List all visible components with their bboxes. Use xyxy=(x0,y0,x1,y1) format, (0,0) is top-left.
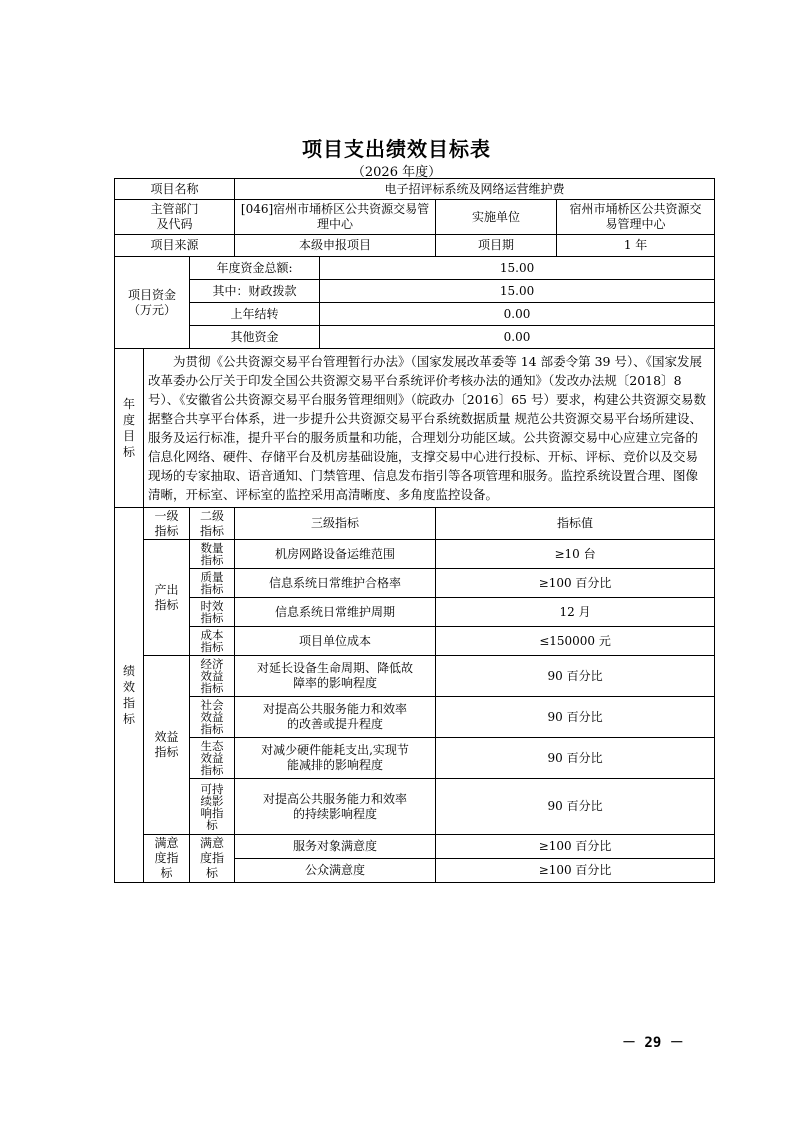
year-label: （2026 年度） xyxy=(351,165,442,180)
goal-label-char: 年 xyxy=(122,397,135,411)
level2-cell xyxy=(190,779,235,835)
level2-line: 效益 xyxy=(200,751,224,765)
source-label: 项目来源 xyxy=(115,235,235,257)
impl-value-line: 宿州市埇桥区公共资源交 xyxy=(569,202,702,216)
output-label xyxy=(144,540,190,656)
level3-line: 障率的影响程度 xyxy=(293,676,378,690)
perf-label-char: 效 xyxy=(122,680,135,694)
level2-line: 效益 xyxy=(200,669,224,683)
level2-cell xyxy=(190,835,235,883)
perf-label-char: 指 xyxy=(122,696,135,710)
funds-label xyxy=(115,257,190,349)
header-line: 指标 xyxy=(200,523,225,538)
label-line: 效益 xyxy=(154,730,179,744)
label-line: 标 xyxy=(160,866,173,880)
level3-line: 能减排的影响程度 xyxy=(287,758,384,772)
level2-line: 指标 xyxy=(200,763,224,777)
indicator-row xyxy=(115,835,715,859)
value-cell: 90 百分比 xyxy=(436,697,715,738)
level2-line: 可持 xyxy=(200,781,224,796)
header-level1 xyxy=(144,508,190,540)
header-level3: 三级指标 xyxy=(235,508,436,540)
dept-label xyxy=(115,200,235,235)
source-value: 本级申报项目 xyxy=(235,235,436,257)
page-number: － 29 － xyxy=(622,1035,684,1051)
level2-cell xyxy=(190,697,235,738)
dept-value xyxy=(235,200,436,235)
header-value: 指标值 xyxy=(436,508,715,540)
value-cell: ≥100 百分比 xyxy=(436,569,715,598)
indicator-header-row xyxy=(115,508,715,540)
level3-cell xyxy=(235,656,436,697)
level2-line: 指标 xyxy=(200,640,224,654)
dept-value-line: 理中心 xyxy=(317,217,354,231)
dept-label-line: 主管部门 xyxy=(150,202,199,216)
funds-item-label: 年度资金总额: xyxy=(190,257,320,280)
indicator-row xyxy=(115,627,715,656)
level2-line: 数量 xyxy=(200,541,224,555)
value-cell: ≥10 台 xyxy=(436,540,715,569)
impl-label: 实施单位 xyxy=(436,200,557,235)
funds-label-line: （万元） xyxy=(127,302,176,317)
indicator-row xyxy=(115,738,715,779)
funds-label-line: 项目资金 xyxy=(127,287,176,302)
value-cell: 12 月 xyxy=(436,598,715,627)
indicator-row xyxy=(115,598,715,627)
label-line: 满意 xyxy=(154,836,179,850)
dept-row xyxy=(115,200,715,235)
goal-text: 为贯彻《公共资源交易平台管理暂行办法》（国家发展改革委等 14 部委令第 39 号）、《国家发展改革委办公厅关于印发全国公共资源交易平台系统评价考核办法的通知》（发改办法规〔2018〕8 号）、《安徽省公共资源交易平台服务管理细则》（皖政办〔2016〕65 号）要求，构建公共资源交易数据整合共享平台体系，进一步提升公共资源交易平台系统数据质量 规范公共资源交易平台场所建设、服务及运行标准，提升平台的服务质量和功能，合理划分功能区域。公共资源交易中心应建立完备的信息化网络、硬件、存储平台及机房基础设施，支撑交易中心进行投标、开标、评标、竞价以及交易现场的专家抽取、语音通知、门禁管理、信息发布指引等各项管理和服务。监控系统设置合理、图像清晰，开标室、评标室的监控采用高清晰度、多角度监控设备。 xyxy=(144,349,715,508)
level3-cell xyxy=(235,697,436,738)
level3-line: 对延长设备生命周期、降低故 xyxy=(257,661,414,675)
level3-cell: 服务对象满意度 xyxy=(235,835,436,859)
label-line: 指标 xyxy=(154,745,179,759)
level2-line: 满意 xyxy=(200,836,225,850)
indicator-row xyxy=(115,779,715,835)
level3-cell: 机房网路设备运维范围 xyxy=(235,540,436,569)
value-cell: ≥100 百分比 xyxy=(436,859,715,883)
level3-line: 对提高公共服务能力和效率 xyxy=(263,702,408,716)
funds-item-value: 0.00 xyxy=(320,326,715,349)
level3-cell: 公众满意度 xyxy=(235,859,436,883)
funds-row xyxy=(115,257,715,280)
value-cell: 90 百分比 xyxy=(436,738,715,779)
level2-cell xyxy=(190,656,235,697)
level2-line: 质量 xyxy=(200,570,224,584)
period-value: 1 年 xyxy=(557,235,715,257)
level2-line: 效益 xyxy=(200,710,224,724)
level2-line: 标 xyxy=(206,817,218,832)
level3-cell xyxy=(235,779,436,835)
value-cell: 90 百分比 xyxy=(436,656,715,697)
label-line: 度指 xyxy=(154,851,179,865)
level2-line: 度指 xyxy=(200,851,225,865)
header-line: 指标 xyxy=(154,523,179,538)
header-line: 一级 xyxy=(154,508,179,523)
dept-label-line: 及代码 xyxy=(156,217,193,231)
level3-line: 的持续影响程度 xyxy=(293,806,378,821)
level3-cell: 项目单位成本 xyxy=(235,627,436,656)
satisfaction-label xyxy=(144,835,190,883)
level2-line: 成本 xyxy=(200,628,224,642)
perf-label xyxy=(115,508,144,883)
performance-table xyxy=(114,178,715,883)
funds-row xyxy=(115,303,715,326)
funds-item-label: 其中：财政拨款 xyxy=(190,280,320,303)
level2-cell xyxy=(190,598,235,627)
goal-label xyxy=(115,349,144,508)
indicator-row xyxy=(115,656,715,697)
funds-item-value: 0.00 xyxy=(320,303,715,326)
level2-line: 经济 xyxy=(200,657,224,671)
level3-line: 的改善或提升程度 xyxy=(287,717,384,731)
level3-line: 对提高公共服务能力和效率 xyxy=(263,791,408,806)
header-line: 二级 xyxy=(200,508,225,523)
level2-line: 响指 xyxy=(200,805,224,820)
level2-cell xyxy=(190,569,235,598)
level2-cell xyxy=(190,627,235,656)
funds-item-label: 其他资金 xyxy=(190,326,320,349)
level2-line: 指标 xyxy=(200,722,224,736)
funds-item-value: 15.00 xyxy=(320,280,715,303)
level3-cell: 信息系统日常维护周期 xyxy=(235,598,436,627)
level3-cell: 信息系统日常维护合格率 xyxy=(235,569,436,598)
label-line: 指标 xyxy=(154,597,179,612)
level2-cell xyxy=(190,540,235,569)
dept-value-line: [046]宿州市埇桥区公共资源交易管 xyxy=(240,202,430,216)
page-title: 项目支出绩效目标表 xyxy=(302,137,491,161)
project-name-label: 项目名称 xyxy=(115,179,235,200)
source-row xyxy=(115,235,715,257)
level2-line: 续影 xyxy=(200,793,224,808)
goal-label-char: 标 xyxy=(122,445,135,459)
value-cell: ≥100 百分比 xyxy=(436,835,715,859)
impl-value xyxy=(557,200,715,235)
header-level2 xyxy=(190,508,235,540)
level2-line: 指标 xyxy=(200,681,224,695)
indicator-row xyxy=(115,569,715,598)
value-cell: ≤150000 元 xyxy=(436,627,715,656)
period-label: 项目期 xyxy=(436,235,557,257)
goal-row xyxy=(115,349,715,508)
project-name-value: 电子招评标系统及网络运营维护费 xyxy=(235,179,715,200)
level2-line: 生态 xyxy=(200,739,224,753)
goal-label-char: 度 xyxy=(122,413,135,427)
benefit-label xyxy=(144,656,190,835)
perf-label-char: 绩 xyxy=(122,664,135,678)
indicator-row xyxy=(115,697,715,738)
goal-label-char: 目 xyxy=(122,429,135,443)
level2-line: 标 xyxy=(206,866,219,880)
level2-line: 时效 xyxy=(200,599,224,613)
level2-line: 社会 xyxy=(200,698,224,712)
funds-item-value: 15.00 xyxy=(320,257,715,280)
funds-item-label: 上年结转 xyxy=(190,303,320,326)
impl-value-line: 易管理中心 xyxy=(605,217,666,231)
project-name-row xyxy=(115,179,715,200)
indicator-row xyxy=(115,540,715,569)
funds-row xyxy=(115,326,715,349)
level2-line: 指标 xyxy=(200,611,224,625)
perf-label-char: 标 xyxy=(122,712,135,726)
level2-cell xyxy=(190,738,235,779)
value-cell: 90 百分比 xyxy=(436,779,715,835)
level2-line: 指标 xyxy=(200,553,224,567)
funds-row xyxy=(115,280,715,303)
label-line: 产出 xyxy=(154,582,179,597)
level3-cell xyxy=(235,738,436,779)
level2-line: 指标 xyxy=(200,582,224,596)
level3-line: 对减少硬件能耗支出,实现节 xyxy=(261,743,409,757)
